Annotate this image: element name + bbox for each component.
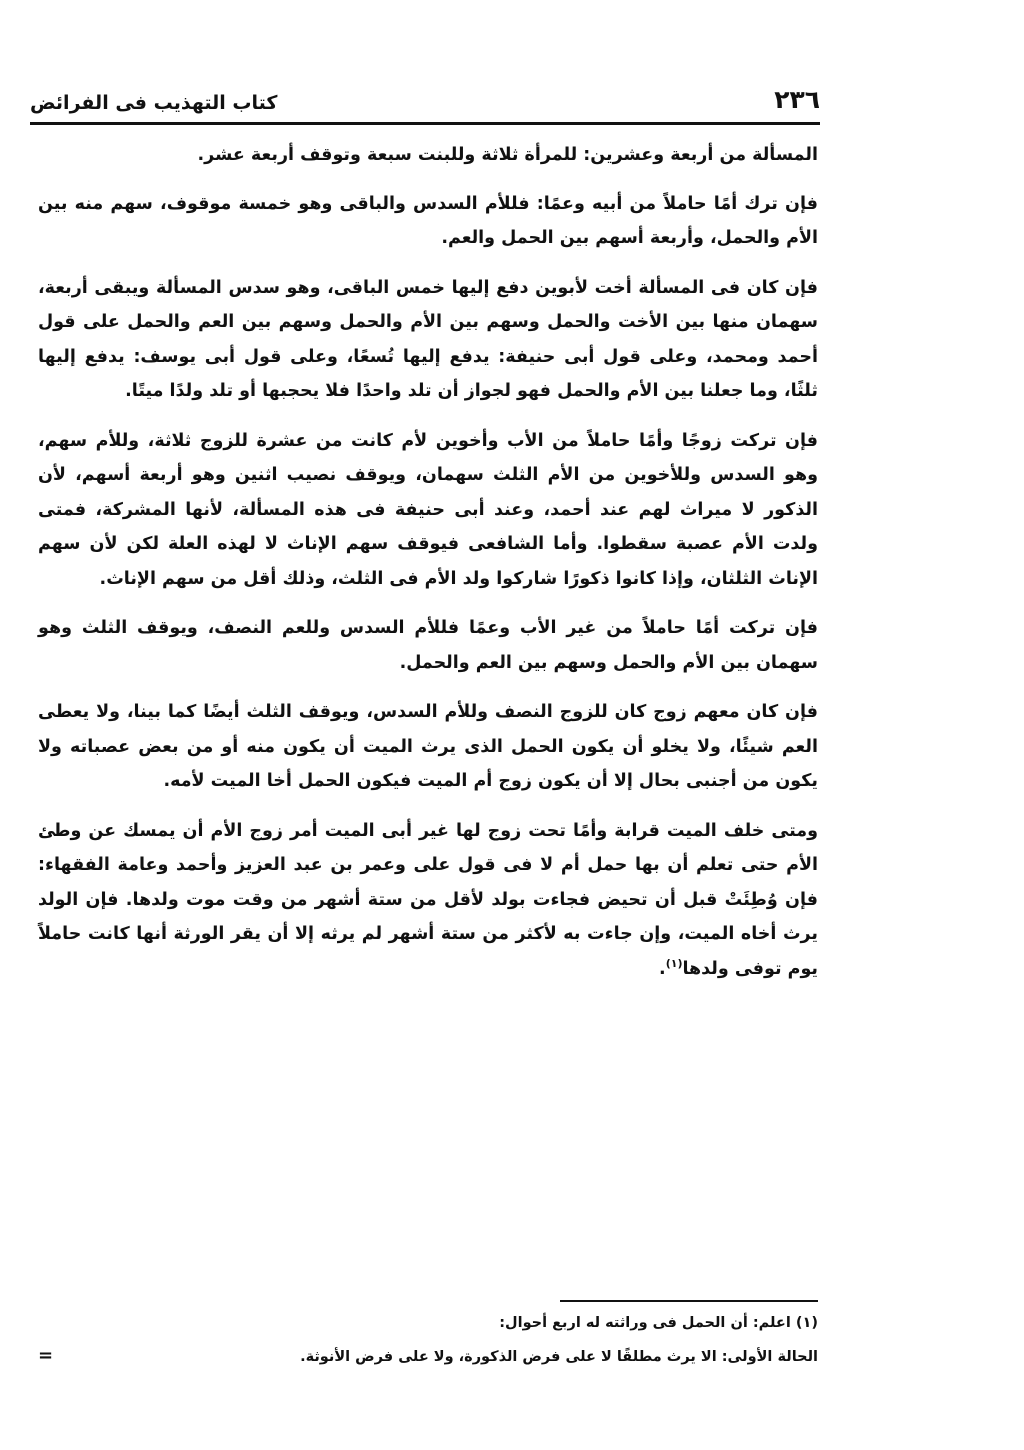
footnote-line: (١) اعلم: أن الحمل فى وراثته له اربع أحوال: <box>499 1315 818 1331</box>
paragraph: فإن كان معهم زوج كان للزوج النصف وللأم السدس، ويوقف الثلث أيضًا كما بينا، ولا يعطى العم شيئًا، ولا يخلو أن يكون الحمل الذى يرث الميت أن يكون منه أو من بعض عصباته ولا يكون من أجنبى بحال إلا أن يكون زوج أم الميت فيكون الحمل أخا الميت لأمه. <box>38 702 818 791</box>
footnote-rule <box>560 1300 818 1302</box>
paragraph: المسألة من أربعة وعشرين: للمرأة ثلاثة وللبنت سبعة وتوقف أربعة عشر. <box>197 145 818 165</box>
footnote-line: الحالة الأولى: الا يرث مطلقًا لا على فرض الذكورة، ولا على فرض الأنوثة. <box>300 1349 818 1365</box>
running-title: كتاب التهذيب فى الفرائض <box>30 92 278 114</box>
footnote-reference: (١) <box>665 956 683 970</box>
footnotes <box>38 1306 818 1374</box>
page-header <box>30 74 820 114</box>
paragraph: فإن ترك أمًا حاملاً من أبيه وعمًا: فللأم السدس والباقى وهو خمسة موقوف، سهم منه بين الأم والحمل، وأربعة أسهم بين الحمل والعم. <box>38 193 818 248</box>
paragraph: ومتى خلف الميت قرابة وأمًا تحت زوج لها غير أبى الميت أمر زوج الأم أن يمسك عن وطئ الأم حتى تعلم أن بها حمل أم لا فى قول على وعمر بن عبد العزيز وأحمد وعامة الفقهاء: فإن وُطِئَتْ قبل أن تحيض فجاءت بولد لأقل من ستة أشهر من وقت موت ولدها. فإن الولد يرث أخاه الميت، وإن جاءت به لأكثر من ستة أشهر لم يرثه إلا أن يقر الورثة أنها كانت حاملاً يوم توفى ولدها$^{(١)}$. <box>38 820 818 979</box>
paragraph: فإن تركت زوجًا وأمًا حاملاً من الأب وأخوين لأم كانت من عشرة للزوج ثلاثة، وللأم سهم، وهو السدس وللأخوين من الأم الثلث سهمان، ويوقف نصيب اثنين وهو أربعة أسهم، لأن الذكور لا ميراث لهم عند أحمد، وعند أبى حنيفة فى هذه المسألة، لأنها المشركة، فمتى ولدت الأم عصبة سقطوا. وأما الشافعى فيوقف سهم الإناث لا لهذه العلة لكن لأن سهم الإناث الثلثان، وإذا كانوا ذكورًا شاركوا ولد الأم فى الثلث، وذلك أقل من سهم الإناث. <box>38 430 818 589</box>
main-text <box>38 138 818 1001</box>
continuation-mark: = <box>38 1345 54 1366</box>
header-rule <box>30 122 820 125</box>
page-number: ٢٣٦ <box>774 85 820 114</box>
paragraph: فإن كان فى المسألة أخت لأبوين دفع إليها خمس الباقى، وهو سدس المسألة ويبقى أربعة، سهمان منها بين الأخت والحمل وسهم بين الأم والحمل وسهم بين العم والحمل على قول أحمد ومحمد، وعلى قول أبى حنيفة: يدفع إليها تُسعًا، وعلى قول أبى يوسف: يدفع إليها ثلثًا، وما جعلنا بين الأم والحمل فهو لجواز أن تلد واحدًا فلا يحجبها أو تلد ولدًا ميتًا. <box>38 277 818 401</box>
paragraph-text: ومتى خلف الميت قرابة وأمًا تحت زوج لها غير أبى الميت أمر زوج الأم أن يمسك عن وطئ الأم حتى تعلم أن بها حمل أم لا فى قول على وعمر بن عبد العزيز وأحمد وعامة الفقهاء: فإن وُطِئَتْ قبل أن تحيض فجاءت بولد لأقل من ستة أشهر من وقت موت ولدها. فإن الولد يرث أخاه الميت، وإن جاءت به لأكثر من ستة أشهر لم يرثه إلا أن يقر الورثة أنها كانت حاملاً يوم توفى ولدها <box>38 820 818 979</box>
paragraph: فإن تركت أمًا حاملاً من غير الأب وعمًا فللأم السدس وللعم النصف، ويوقف الثلث وهو سهمان بين الأم والحمل وسهم بين العم والحمل. <box>38 618 818 673</box>
